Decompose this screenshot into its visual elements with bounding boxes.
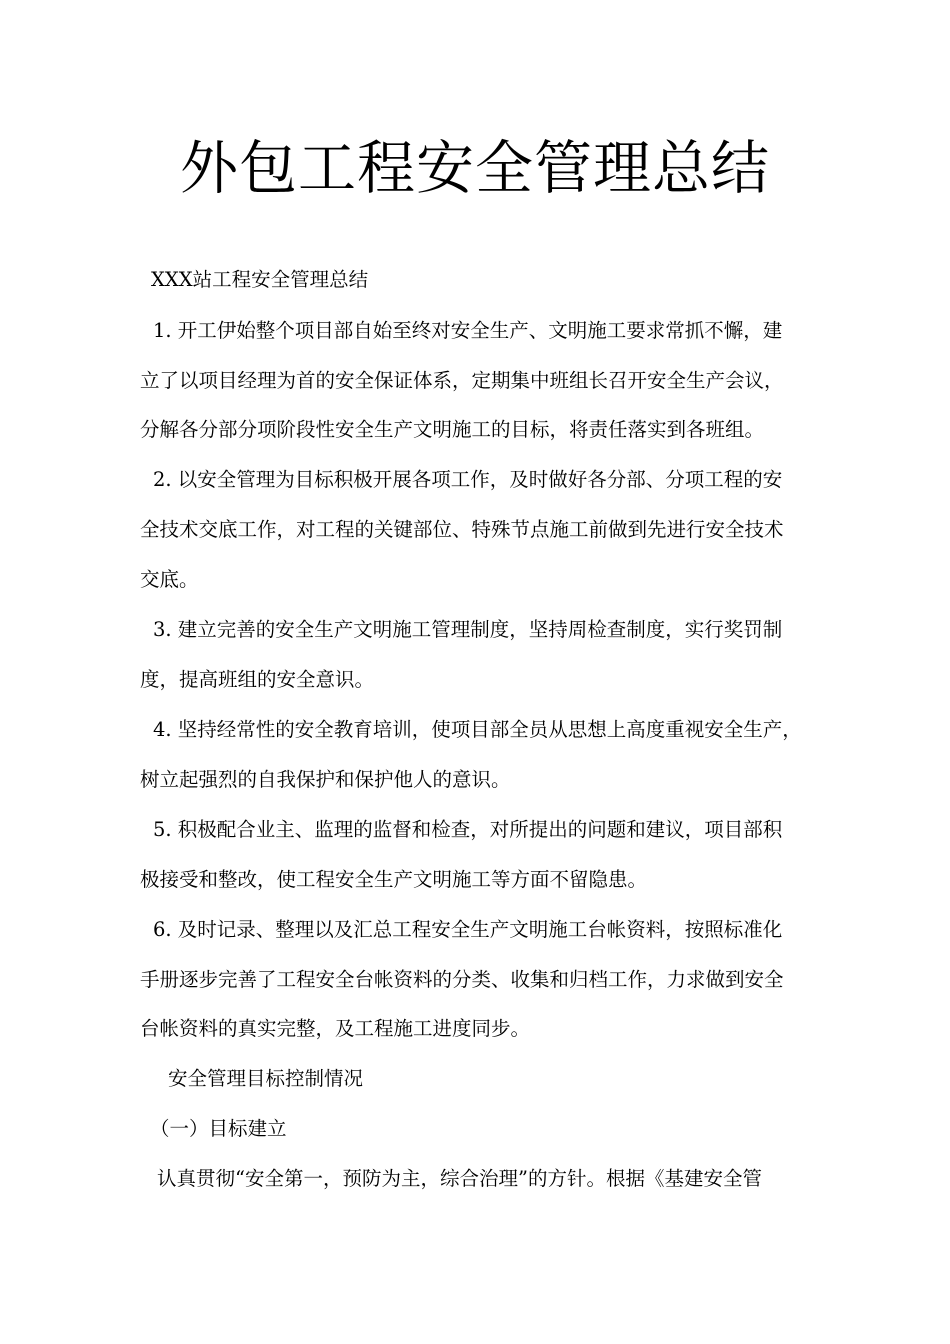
body-line: 立了以项目经理为首的安全保证体系，定期集中班组长召开安全生产会议， — [140, 369, 784, 392]
body-line: 交底。 — [140, 568, 199, 591]
body-line: 极接受和整改，使工程安全生产文明施工等方面不留隐患。 — [140, 868, 648, 891]
subsection-heading: （一）目标建立 — [150, 1117, 287, 1140]
body-line: 认真贯彻“安全第一，预防为主，综合治理”的方针。根据《基建安全管 — [157, 1167, 762, 1190]
body-line: 6. 及时记录、整理以及汇总工程安全生产文明施工台帐资料，按照标准化 — [153, 918, 783, 941]
body-line: 度，提高班组的安全意识。 — [140, 668, 375, 691]
body-line: 台帐资料的真实完整，及工程施工进度同步。 — [140, 1017, 531, 1040]
section-heading: 安全管理目标控制情况 — [168, 1067, 364, 1090]
body-line: 分解各分部分项阶段性安全生产文明施工的目标，将责任落实到各班组。 — [140, 418, 765, 441]
subtitle-line: XXX站工程安全管理总结 — [151, 268, 369, 291]
body-line: 2. 以安全管理为目标积极开展各项工作，及时做好各分部、分项工程的安 — [153, 468, 783, 491]
body-line: 3. 建立完善的安全生产文明施工管理制度，坚持周检查制度，实行奖罚制 — [153, 618, 783, 641]
body-line: 手册逐步完善了工程安全台帐资料的分类、收集和归档工作，力求做到安全 — [140, 968, 784, 991]
body-line: 全技术交底工作，对工程的关键部位、特殊节点施工前做到先进行安全技术 — [140, 518, 784, 541]
body-line: 5. 积极配合业主、监理的监督和检查，对所提出的问题和建议，项目部积 — [153, 818, 783, 841]
document-title: 外包工程安全管理总结 — [179, 134, 770, 202]
body-line: 1. 开工伊始整个项目部自始至终对安全生产、文明施工要求常抓不懈，建 — [153, 319, 783, 342]
body-line: 树立起强烈的自我保护和保护他人的意识。 — [140, 768, 511, 791]
body-line: 4. 坚持经常性的安全教育培训，使项目部全员从思想上高度重视安全生产， — [153, 718, 802, 741]
